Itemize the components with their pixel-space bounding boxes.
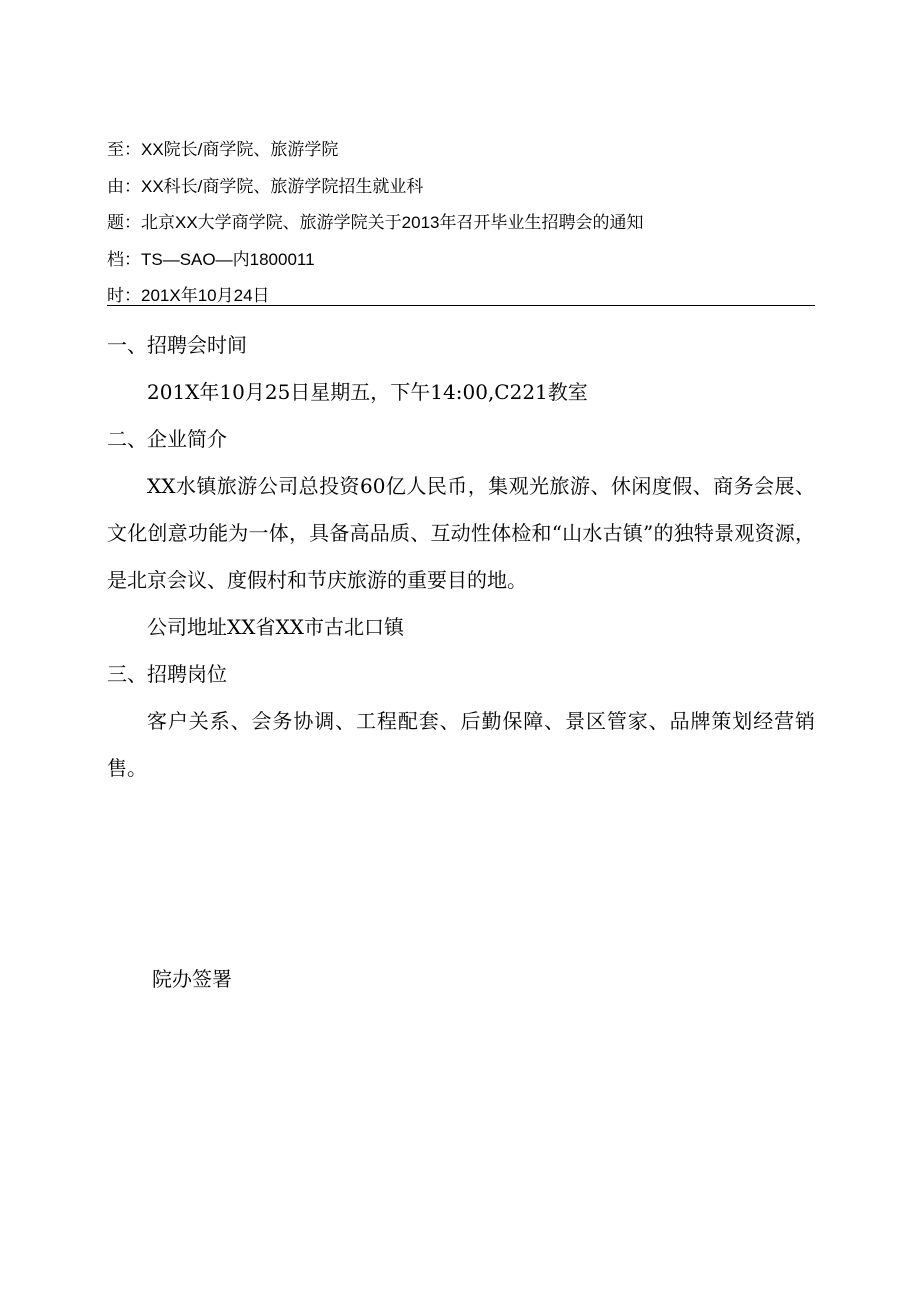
time-text: 201X年10月25日星期五，下午14:00,C221教室	[147, 380, 588, 404]
company-text: XX水镇旅游公司总投资60亿人民币，集观光旅游、休闲度假、商务会展、文化创意功能为一体，具备高品质、互动性体检和“山水古镇”的独特景观资源，是北京会议、度假村和节庆旅游的重要目的地。	[107, 474, 815, 592]
memo-header	[107, 132, 815, 315]
company-address: 公司地址XX省XX市古北口镇	[147, 615, 404, 639]
memo-file-number: 档：TS—SAO—内1800011	[107, 249, 315, 269]
section-heading-time: 一、招聘会时间	[107, 333, 247, 357]
signature: 院办签署	[152, 967, 232, 991]
section-heading-company: 二、企业简介	[107, 427, 227, 451]
memo-to: 至：XX院长/商学院、旅游学院	[107, 140, 339, 159]
memo-from: 由：XX科长/商学院、旅游学院招生就业科	[107, 176, 424, 196]
positions-text: 客户关系、会务协调、工程配套、后勤保障、景区管家、品牌策划经营销售。	[107, 709, 815, 780]
section-heading-positions: 三、招聘岗位	[107, 662, 227, 686]
memo-date: 时：201X年10月24日	[107, 286, 270, 305]
memo-body	[107, 322, 815, 792]
memo-subject: 题：北京XX大学商学院、旅游学院关于2013年召开毕业生招聘会的通知	[107, 213, 644, 232]
header-divider	[107, 305, 815, 306]
